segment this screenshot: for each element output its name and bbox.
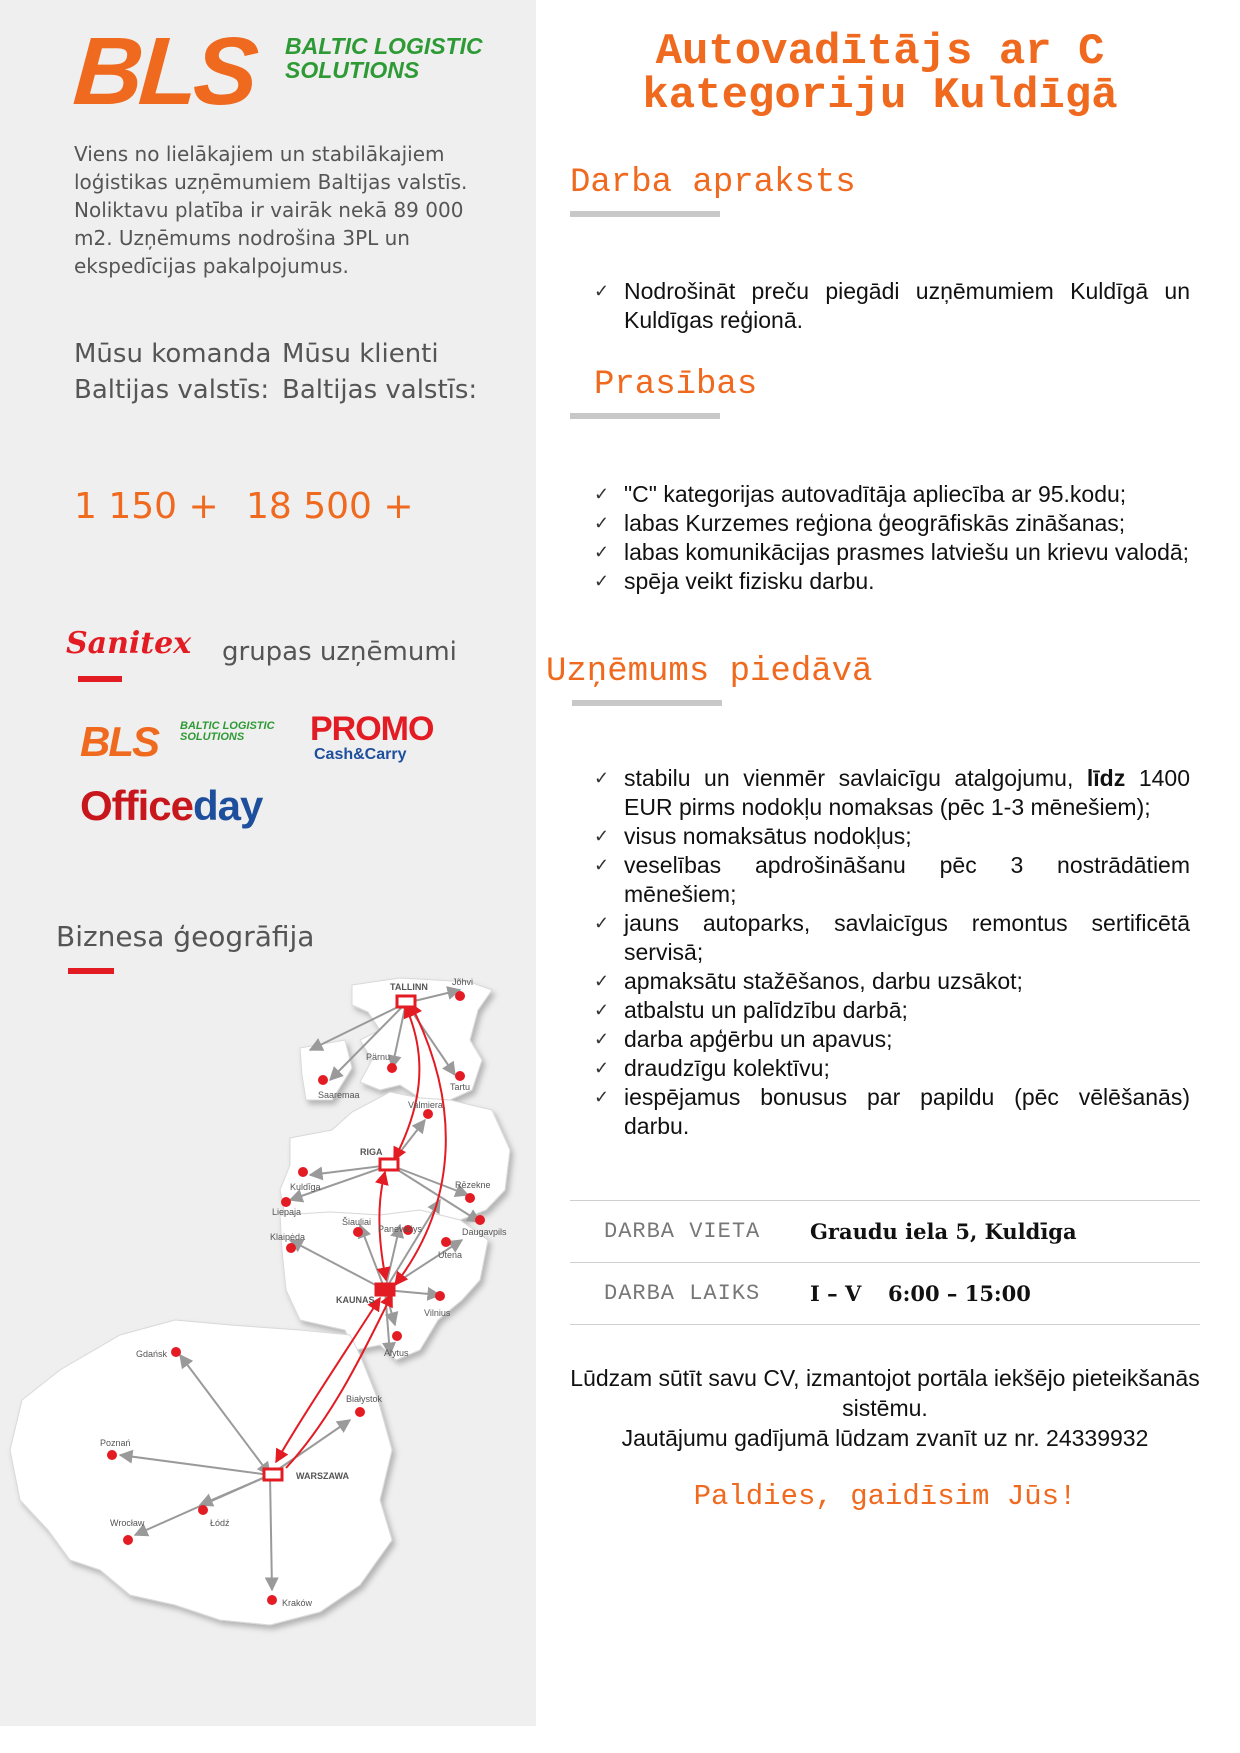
closing-line-2: Jautājumu gadījumā lūdzam zvanīt uz nr. 24339932 <box>621 1425 1149 1451</box>
list-item: ✓ visus nomaksātus nodokļus; <box>594 822 1190 851</box>
job-title-line-1: Autovadītājs ar C <box>655 27 1105 77</box>
city-label-warszawa: WARSZAWA <box>296 1471 349 1481</box>
offer-heading: Uzņēmums piedāvā <box>546 653 873 691</box>
sanitex-logo: Sanitex <box>66 626 192 661</box>
description-list <box>594 277 1190 335</box>
place-value: Graudu iela 5, Kuldīga <box>810 1219 1077 1244</box>
officeday-logo-part-1: Office <box>80 782 194 829</box>
city-label-krakow: Kraków <box>282 1598 313 1608</box>
list-item: ✓ apmaksātu stažēšanos, darbu uzsākot; <box>594 967 1190 996</box>
city-label-tallinn: TALLINN <box>390 982 428 992</box>
offer-first-bold: līdz <box>1086 765 1126 791</box>
city-label-valmiera: Valmiera <box>408 1100 443 1110</box>
clients-label <box>282 336 477 408</box>
divider <box>570 1262 1200 1263</box>
hub-kaunas <box>376 1284 394 1295</box>
list-item: ✓ labas komunikācijas prasmes latviešu un krievu valodā; <box>594 538 1190 567</box>
time-label: DARBA LAIKS <box>604 1281 761 1306</box>
city-label-riga: RIGA <box>360 1147 383 1157</box>
team-value: 1 150 + <box>74 486 219 527</box>
city-label-saaremaa: Saaremaa <box>318 1090 360 1100</box>
requirements-underline <box>570 413 720 419</box>
list-item: ✓ jauns autoparks, savlaicīgus remontus sertificētā servisā; <box>594 909 1190 967</box>
city-label-parnu: Pärnu <box>366 1052 391 1062</box>
city-label-wroclaw: Wrocław <box>110 1518 145 1528</box>
clients-label-line-2: Baltijas valstīs: <box>282 375 478 405</box>
time-hours: 6:00 – 15:00 <box>888 1281 1031 1306</box>
description-underline <box>570 211 720 217</box>
list-item: ✓ "C" kategorijas autovadītāja apliecība ar 95.kodu; <box>594 480 1190 509</box>
hub-warszawa <box>264 1469 282 1480</box>
list-item <box>594 764 1190 822</box>
estonia-shape <box>352 978 492 1100</box>
offer-list <box>594 764 1190 1141</box>
city-label-bialystok: Białystok <box>346 1394 383 1404</box>
list-item: ✓ draudzīgu kolektīvu; <box>594 1054 1190 1083</box>
bls-group-logo-subtitle-line-1: BALTIC LOGISTIC <box>180 720 275 732</box>
officeday-logo-part-2: day <box>193 782 263 829</box>
list-item: ✓ atbalstu un palīdzību darbā; <box>594 996 1190 1025</box>
city-label-alytus: Alytus <box>384 1348 409 1358</box>
city-label-kuldiga: Kuldīga <box>290 1182 321 1192</box>
group-label: grupas uzņēmumi <box>222 637 457 667</box>
offer-first-pre: stabilu un vienmēr savlaicīgu atalgojumu, <box>624 765 1087 791</box>
divider <box>570 1324 1200 1325</box>
city-label-gdansk: Gdańsk <box>136 1349 168 1359</box>
divider <box>570 1200 1200 1201</box>
city-label-kaunas: KAUNAS <box>336 1295 375 1305</box>
closing-text <box>570 1363 1200 1453</box>
city-label-rezekne: Rēzekne <box>455 1180 491 1190</box>
offer-first-post: 1400 EUR pirms nodokļu nomaksas (pēc 1-3 mēnešiem); <box>624 765 1190 820</box>
time-days: I – V <box>810 1281 862 1306</box>
job-title-line-2: kategoriju Kuldīgā <box>642 71 1118 121</box>
bls-group-logo: BLS <box>80 718 158 765</box>
team-label <box>74 336 271 408</box>
requirements-heading: Prasības <box>594 366 758 404</box>
city-label-lodz: Łódź <box>210 1518 230 1528</box>
bls-logo-subtitle-line-1: BALTIC LOGISTIC <box>285 33 483 59</box>
place-label: DARBA VIETA <box>604 1219 761 1244</box>
city-label-vilnius: Vilnius <box>424 1308 451 1318</box>
offer-underline <box>572 700 722 706</box>
list-item: ✓ veselības apdrošināšanu pēc 3 nostrādātiem mēnešiem; <box>594 851 1190 909</box>
thanks-text: Paldies, gaidīsim Jūs! <box>693 1480 1077 1513</box>
bls-logo: BLS <box>70 18 258 125</box>
geography-underline <box>68 968 114 974</box>
officeday-logo <box>80 782 262 830</box>
closing-line-1: Lūdzam sūtīt savu CV, izmantojot portāla iekšējo pieteikšanās sistēmu. <box>570 1365 1200 1421</box>
list-item: ✓ Nodrošināt preču piegādi uzņēmumiem Kuldīgā un Kuldīgas reģionā. <box>594 277 1190 335</box>
clients-value: 18 500 + <box>246 486 414 527</box>
group-underline <box>78 676 122 682</box>
geography-title: Biznesa ģeogrāfija <box>56 920 315 953</box>
job-title <box>560 27 1200 121</box>
city-label-johvi: Jõhvi <box>452 977 474 987</box>
promo-logo: PROMO <box>310 710 434 748</box>
clients-label-line-1: Mūsu klienti <box>282 339 439 369</box>
list-item: ✓ labas Kurzemes reģiona ģeogrāfiskās zināšanas; <box>594 509 1190 538</box>
description-heading: Darba apraksts <box>570 164 856 202</box>
city-label-tartu: Tartu <box>450 1082 471 1092</box>
list-item: ✓ darba apģērbu un apavus; <box>594 1025 1190 1054</box>
business-geography-map <box>0 975 536 1655</box>
bls-group-logo-subtitle-line-2: SOLUTIONS <box>180 731 245 743</box>
list-item: ✓ spēja veikt fizisku darbu. <box>594 567 1190 596</box>
city-label-klaipeda: Klaipėda <box>270 1232 306 1242</box>
company-intro: Viens no lielākajiem un stabilākajiem loģistikas uzņēmumiem Baltijas valstīs. Noliktavu platība ir vairāk nekā 89 000 m2. Uzņēmums nodrošina 3PL un ekspedīcijas pakalpojumus. <box>74 142 468 278</box>
promo-logo-subtitle: Cash&Carry <box>314 746 407 763</box>
city-label-utena: Utena <box>438 1250 463 1260</box>
bls-logo-subtitle-line-2: SOLUTIONS <box>285 57 420 83</box>
list-item: ✓ iespējamus bonusus par papildu (pēc vēlēšanās) darbu. <box>594 1083 1190 1141</box>
city-label-poznan: Poznań <box>100 1438 131 1448</box>
bls-logo-subtitle <box>285 34 483 82</box>
hub-riga <box>380 1159 398 1170</box>
city-label-daugavpils: Daugavpils <box>462 1227 507 1237</box>
requirements-list <box>594 480 1190 596</box>
city-label-liepaja: Liepaja <box>272 1207 302 1217</box>
team-label-line-2: Baltijas valstīs: <box>74 375 270 405</box>
city-label-panevezys: Panevėžys <box>378 1224 423 1234</box>
team-label-line-1: Mūsu komanda <box>74 339 272 369</box>
hub-tallinn <box>397 996 415 1007</box>
city-label-siauliai: Šiauliai <box>342 1217 372 1227</box>
bls-group-logo-subtitle <box>180 721 275 743</box>
